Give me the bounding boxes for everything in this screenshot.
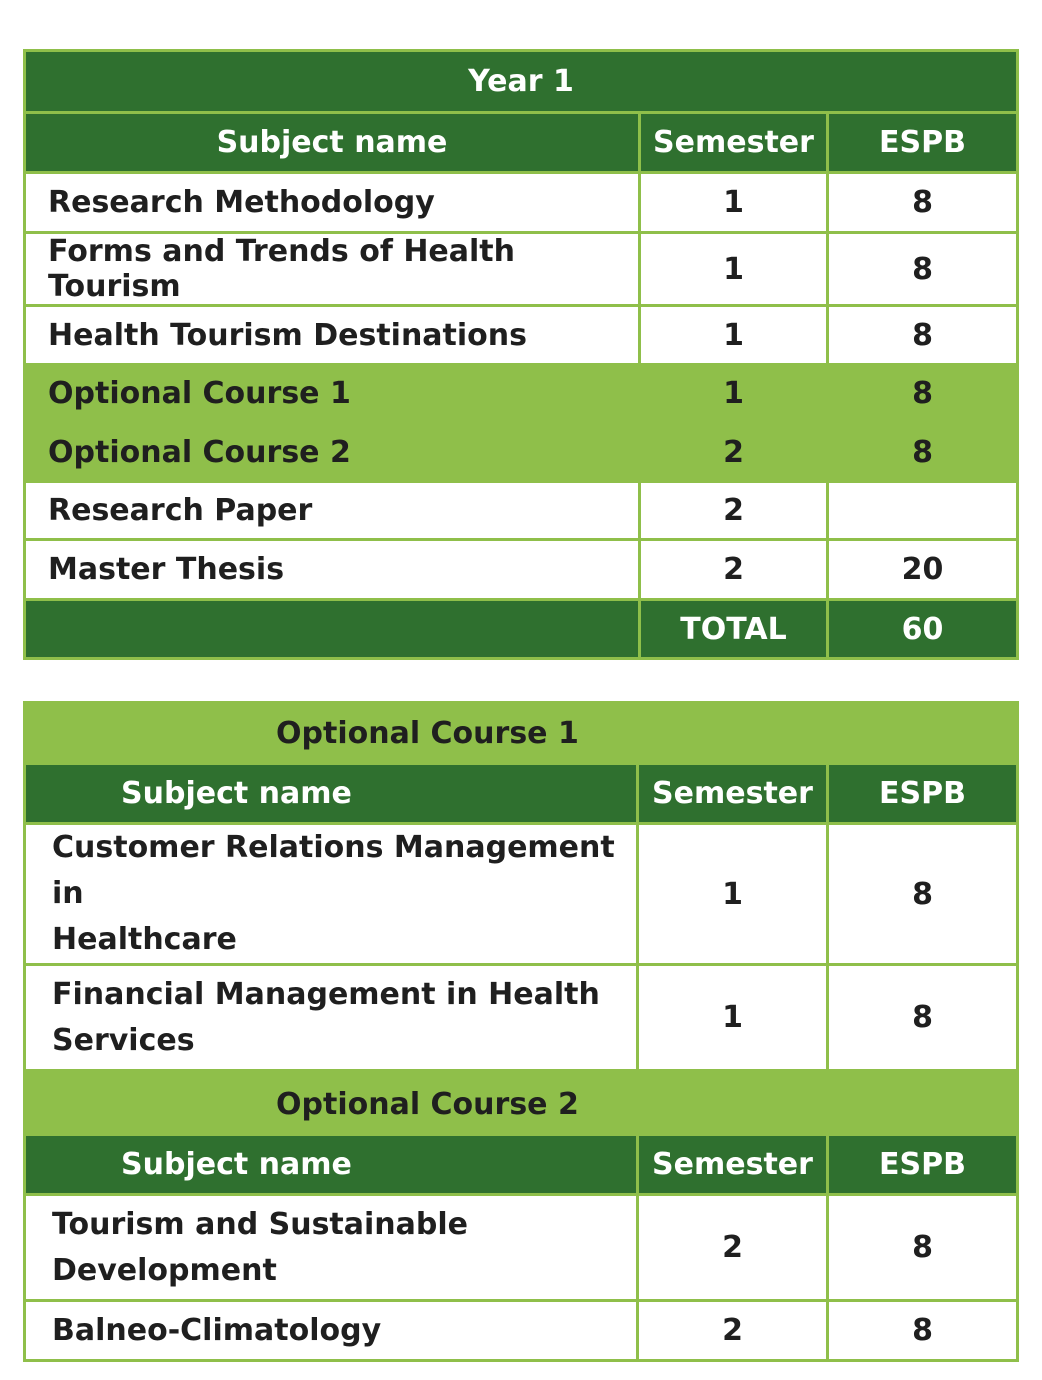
espb-cell: 20	[828, 540, 1018, 600]
subject-cell: Master Thesis	[25, 540, 640, 600]
semester-header: Semester	[638, 764, 828, 824]
subject-name-header: Subject name	[25, 113, 640, 173]
subject-cell: Forms and Trends of Health Tourism	[25, 233, 640, 306]
total-row	[25, 600, 1018, 659]
table-row	[25, 540, 1018, 600]
table-row	[25, 173, 1018, 233]
semester-cell: 2	[640, 423, 828, 482]
table-row	[25, 824, 1018, 965]
espb-cell: 8	[828, 1301, 1018, 1361]
subject-name-header: Subject name	[25, 764, 638, 824]
subject-cell: Balneo-Climatology	[25, 1301, 638, 1361]
semester-cell: 1	[640, 233, 828, 306]
semester-cell: 1	[640, 173, 828, 233]
semester-cell: 2	[638, 1195, 828, 1301]
optional-course-2-table	[23, 1072, 1019, 1362]
subject-line: Customer Relations Management in	[52, 830, 615, 911]
subject-line: Tourism and Sustainable	[52, 1206, 469, 1242]
semester-cell: 1	[640, 306, 828, 365]
espb-header: ESPB	[828, 113, 1018, 173]
subject-name-header: Subject name	[25, 1135, 638, 1195]
subject-cell	[25, 1195, 638, 1301]
total-value: 60	[828, 600, 1018, 659]
semester-cell: 2	[640, 540, 828, 600]
espb-cell: 8	[828, 306, 1018, 365]
year1-title: Year 1	[25, 51, 1018, 113]
subject-cell: Optional Course 2	[25, 423, 640, 482]
table-row	[25, 482, 1018, 540]
subject-cell: Research Methodology	[25, 173, 640, 233]
espb-header: ESPB	[828, 1135, 1018, 1195]
optional-course-1-table	[23, 701, 1019, 1072]
semester-cell: 1	[638, 824, 828, 965]
espb-cell: 8	[828, 233, 1018, 306]
table-row	[25, 1301, 1018, 1361]
subject-line: Services	[52, 1022, 195, 1058]
table-row-optional	[25, 423, 1018, 482]
semester-header: Semester	[640, 113, 828, 173]
table-row	[25, 965, 1018, 1071]
subject-cell	[25, 824, 638, 965]
subject-cell: Optional Course 1	[25, 365, 640, 423]
table-row	[25, 306, 1018, 365]
table-row-optional	[25, 365, 1018, 423]
optional2-title: Optional Course 2	[25, 1074, 1018, 1135]
year1-table	[23, 49, 1019, 660]
subject-cell: Research Paper	[25, 482, 640, 540]
subject-line: Development	[52, 1252, 277, 1288]
espb-cell: 8	[828, 1195, 1018, 1301]
table-row	[25, 233, 1018, 306]
subject-line: Healthcare	[52, 922, 237, 957]
espb-cell: 8	[828, 173, 1018, 233]
total-label: TOTAL	[640, 600, 828, 659]
subject-line: Financial Management in Health	[52, 976, 600, 1012]
espb-header: ESPB	[828, 764, 1018, 824]
semester-cell: 2	[640, 482, 828, 540]
espb-cell: 8	[828, 423, 1018, 482]
total-empty-cell	[25, 600, 640, 659]
espb-cell: 8	[828, 365, 1018, 423]
semester-cell: 1	[640, 365, 828, 423]
semester-cell: 2	[638, 1301, 828, 1361]
semester-header: Semester	[638, 1135, 828, 1195]
semester-cell: 1	[638, 965, 828, 1071]
espb-cell	[828, 482, 1018, 540]
espb-cell: 8	[828, 965, 1018, 1071]
table-row	[25, 1195, 1018, 1301]
espb-cell: 8	[828, 824, 1018, 965]
subject-cell	[25, 965, 638, 1071]
subject-cell: Health Tourism Destinations	[25, 306, 640, 365]
optional1-title: Optional Course 1	[25, 703, 1018, 764]
